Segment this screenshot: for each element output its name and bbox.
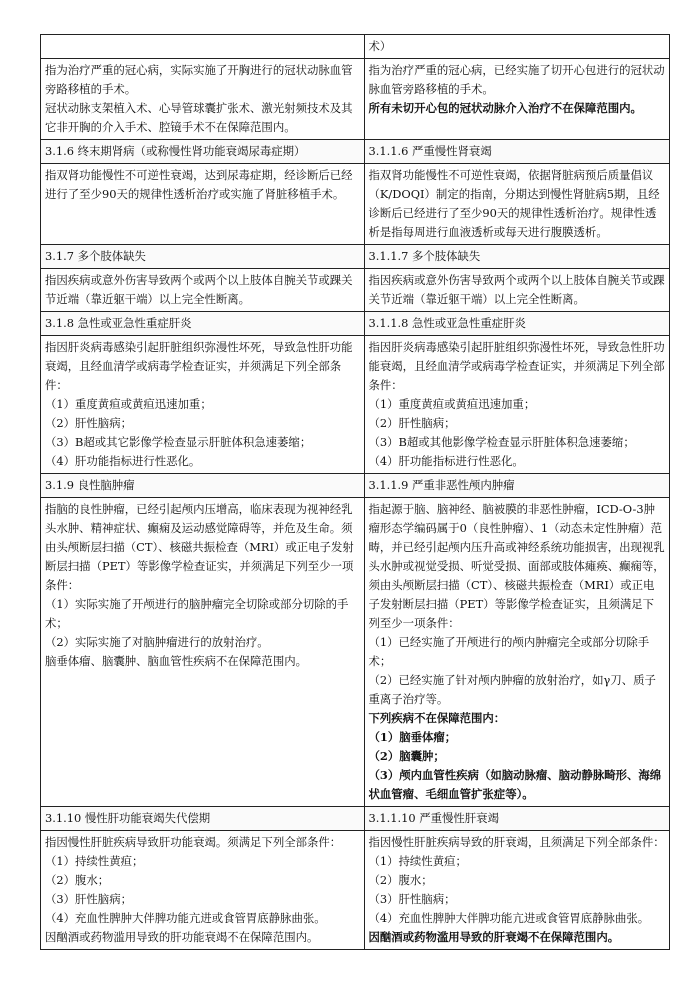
clause-paragraph: 指因疾病或意外伤害导致两个或两个以上肢体自腕关节或踝关节近端（靠近躯干端）以上完全性断离。: [45, 273, 353, 306]
clause-paragraph: （1）重度黄疸或黄疸迅速加重；: [368, 397, 536, 411]
clause-paragraph: （2）脑囊肿；: [368, 749, 445, 763]
new-clause-cell: [364, 474, 670, 498]
clause-paragraph: （4）充血性脾肿大伴脾功能亢进或食管胃底静脉曲张。: [368, 911, 650, 925]
clause-paragraph: （1）实际实施了开颅进行的脑肿瘤完全切除或部分切除的手术；: [45, 597, 349, 630]
clause-title: 3.1.1.7 多个肢体缺失: [368, 249, 481, 263]
clause-title: 3.1.1.10 严重慢性肝衰竭: [368, 811, 499, 825]
clause-paragraph: 指因慢性肝脏疾病导致肝功能衰竭。须满足下列全部条件：: [45, 835, 342, 849]
clause-paragraph: 指为治疗严重的冠心病，实际实施了开胸进行的冠状动脉血管旁路移植的手术。: [45, 63, 353, 96]
clause-paragraph: （1）已经实施了开颅进行的颅内肿瘤完全或部分切除手术；: [368, 635, 650, 668]
old-clause-cell: [41, 474, 365, 498]
clause-paragraph: 所有未切开心包的冠状动脉介入治疗不在保障范围内。: [368, 101, 642, 115]
table-row: [41, 831, 670, 950]
clause-paragraph: （3）B超或其他影像学检查显示肝脏体积急速萎缩；: [368, 435, 635, 449]
old-clause-cell: [41, 336, 365, 474]
clause-title: 3.1.1.8 急性或亚急性重症肝炎: [368, 316, 526, 330]
table-row: [41, 498, 670, 807]
old-clause-cell: [41, 35, 365, 59]
table-row: [41, 35, 670, 59]
new-clause-cell: [364, 807, 670, 831]
section-heading-row: [41, 807, 670, 831]
section-heading-row: [41, 140, 670, 164]
new-clause-cell: [364, 35, 670, 59]
comparison-table: [40, 34, 670, 950]
old-clause-cell: [41, 164, 365, 245]
clause-paragraph: （1）脑垂体瘤；: [368, 730, 457, 744]
clause-paragraph: （1）重度黄疸或黄疸迅速加重；: [45, 397, 212, 411]
old-clause-cell: [41, 140, 365, 164]
clause-paragraph: 因酗酒或药物滥用导致的肝衰竭不在保障范围内。: [368, 930, 620, 944]
old-clause-cell: [41, 269, 365, 312]
clause-paragraph: （2）已经实施了针对颅内肿瘤的放射治疗，如γ刀、质子重离子治疗等。: [368, 673, 656, 706]
clause-paragraph: （1）持续性黄疸；: [45, 854, 144, 868]
clause-paragraph: （4）充血性脾肿大伴脾功能亢进或食管胃底静脉曲张。: [45, 911, 326, 925]
old-clause-cell: [41, 498, 365, 807]
new-clause-cell: [364, 140, 670, 164]
clause-paragraph: （3）肝性脑病；: [368, 892, 456, 906]
table-row: [41, 164, 670, 245]
clause-paragraph: （2）腹水；: [368, 873, 433, 887]
new-clause-cell: [364, 269, 670, 312]
clause-paragraph: 脑垂体瘤、脑囊肿、脑血管性疾病不在保障范围内。: [45, 654, 307, 668]
clause-paragraph: 冠状动脉支架植入术、心导管球囊扩张术、激光射频技术及其它非开胸的介入手术、腔镜手术不在保障范围内。: [45, 101, 353, 134]
clause-title: 3.1.7 多个肢体缺失: [45, 249, 146, 263]
clause-paragraph: 指因肝炎病毒感染引起肝脏组织弥漫性坏死，导致急性肝功能衰竭，且经血清学或病毒学检查证实，并须满足下列全部条件：: [368, 340, 665, 392]
clause-paragraph: 指脑的良性肿瘤，已经引起颅内压增高，临床表现为视神经乳头水肿、精神症状、癫痫及运动感觉障碍等，并危及生命。须由头颅断层扫描（CT）、核磁共振检查（MRI）或正电子发射断层扫描（PET）等影像学检查证实，并须满足下列至少一项条件：: [45, 502, 354, 592]
table-row: [41, 269, 670, 312]
clause-paragraph: （2）实际实施了对脑肿瘤进行的放射治疗。: [45, 635, 269, 649]
clause-paragraph: 指因慢性肝脏疾病导致的肝衰竭，且须满足下列全部条件：: [368, 835, 665, 849]
new-clause-cell: [364, 498, 670, 807]
section-heading-row: [41, 245, 670, 269]
old-clause-cell: [41, 59, 365, 140]
clause-title: 3.1.1.6 严重慢性肾衰竭: [368, 144, 492, 158]
clause-title: 3.1.1.9 严重非恶性颅内肿瘤: [368, 478, 515, 492]
clause-paragraph: 因酗酒或药物滥用导致的肝功能衰竭不在保障范围内。: [45, 930, 319, 944]
section-heading-row: [41, 474, 670, 498]
clause-paragraph: （2）腹水；: [45, 873, 110, 887]
clause-title: 3.1.6 终末期肾病（或称慢性肾功能衰竭尿毒症期）: [45, 144, 306, 158]
clause-title: 3.1.8 急性或亚急性重症肝炎: [45, 316, 192, 330]
new-clause-cell: [364, 59, 670, 140]
clause-paragraph: （4）肝功能指标进行性恶化。: [368, 454, 524, 468]
clause-paragraph: 指因疾病或意外伤害导致两个或两个以上肢体自腕关节或踝关节近端（靠近躯干端）以上完全性断离。: [368, 273, 665, 306]
clause-paragraph: 下列疾病不在保障范围内：: [368, 711, 506, 725]
clause-paragraph: （2）肝性脑病；: [45, 416, 132, 430]
table-row: [41, 59, 670, 140]
clause-paragraph: 术）: [368, 39, 392, 53]
clause-title: 3.1.9 良性脑肿瘤: [45, 478, 135, 492]
clause-paragraph: （3）颅内血管性疾病（如脑动脉瘤、脑动静脉畸形、海绵状血管瘤、毛细血管扩张症等）。: [368, 768, 662, 801]
comparison-table-body: [41, 35, 670, 950]
new-clause-cell: [364, 245, 670, 269]
clause-paragraph: 指双肾功能慢性不可逆性衰竭，依据肾脏病预后质量倡议（K/DOQI）制定的指南，分期达到慢性肾脏病5期，且经诊断后已经进行了至少90天的规律性透析治疗。规律性透析是指每周进行血液透析或每天进行腹膜透析。: [368, 168, 660, 239]
old-clause-cell: [41, 807, 365, 831]
clause-paragraph: 指起源于脑、脑神经、脑被膜的非恶性肿瘤，ICD-O-3肿瘤形态学编码属于0（良性肿瘤）、1（动态未定性肿瘤）范畴，并已经引起颅内压升高或神经系统功能损害，出现视乳头水肿或视觉受损、听觉受损、面部或肢体瘫痪、癫痫等，须由头颅断层扫描（CT）、核磁共振检查（MRI）或正电子发射断层扫描（PET）等影像学检查证实，且须满足下列至少一项条件：: [368, 502, 665, 630]
new-clause-cell: [364, 831, 670, 950]
new-clause-cell: [364, 312, 670, 336]
old-clause-cell: [41, 312, 365, 336]
table-row: [41, 336, 670, 474]
section-heading-row: [41, 312, 670, 336]
clause-paragraph: 指为治疗严重的冠心病，已经实施了切开心包进行的冠状动脉血管旁路移植的手术。: [368, 63, 665, 96]
clause-paragraph: 指因肝炎病毒感染引起肝脏组织弥漫性坏死，导致急性肝功能衰竭，且经血清学或病毒学检查证实，并须满足下列全部条件：: [45, 340, 353, 392]
clause-paragraph: （3）肝性脑病；: [45, 892, 132, 906]
new-clause-cell: [364, 164, 670, 245]
clause-paragraph: （4）肝功能指标进行性恶化。: [45, 454, 201, 468]
clause-paragraph: （1）持续性黄疸；: [368, 854, 467, 868]
new-clause-cell: [364, 336, 670, 474]
clause-paragraph: （2）肝性脑病；: [368, 416, 456, 430]
old-clause-cell: [41, 831, 365, 950]
clause-paragraph: （3）B超或其它影像学检查显示肝脏体积急速萎缩；: [45, 435, 312, 449]
clause-title: 3.1.10 慢性肝功能衰竭失代偿期: [45, 811, 211, 825]
clause-paragraph: 指双肾功能慢性不可逆性衰竭，达到尿毒症期，经诊断后已经进行了至少90天的规律性透析治疗或实施了肾脏移植手术。: [45, 168, 353, 201]
old-clause-cell: [41, 245, 365, 269]
